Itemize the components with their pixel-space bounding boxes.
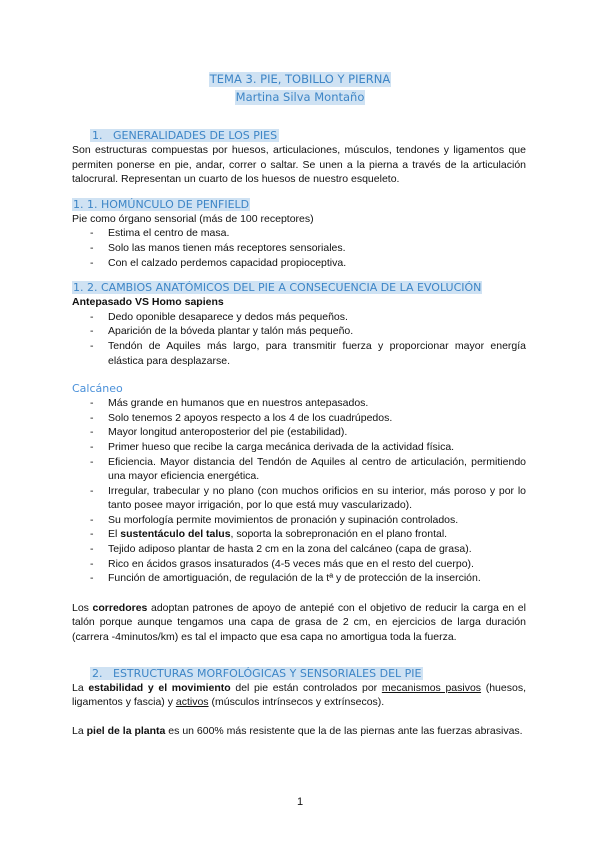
section-1-number: 1. — [92, 129, 103, 142]
document-body — [72, 128, 526, 738]
section-2-number: 2. — [92, 666, 103, 680]
document-title: TEMA 3. PIE, TOBILLO Y PIERNA — [209, 72, 391, 86]
page-number: 1 — [296, 796, 304, 808]
list-item: - Solo tenemos 2 apoyos respecto a los 4 de los cuadrúpedos. — [90, 411, 526, 426]
list-item: - Su morfología permite movimientos de pronación y supinación controlados. — [90, 513, 526, 528]
list-item: - Estima el centro de masa. — [90, 226, 526, 241]
section-2-heading — [72, 666, 526, 681]
calcaneo-list — [72, 396, 526, 586]
list-item: - Primer hueso que recibe la carga mecánica derivada de la actividad física. — [90, 440, 526, 455]
list-item: - Rico en ácidos grasos insaturados (4-5 veces más que en el resto del cuerpo). — [90, 557, 526, 572]
list-item: - Mayor longitud anteroposterior del pie (estabilidad). — [90, 425, 526, 440]
calcaneo-heading: Calcáneo — [72, 382, 123, 396]
section-1-1-list — [72, 226, 526, 270]
list-item: - Función de amortiguación, de regulación de la tª y de protección de la inserción. — [90, 571, 526, 586]
section-1-1-heading: 1. 1. HOMÚNCULO DE PENFIELD — [73, 197, 250, 211]
section-2-title: ESTRUCTURAS MORFOLÓGICAS Y SENSORIALES DEL PIE — [113, 666, 422, 680]
section-1-2-subtitle: Antepasado VS Homo sapiens — [72, 296, 224, 309]
title-block — [0, 70, 600, 106]
runners-paragraph: Los corredores adoptan patrones de apoyo de antepié con el objetivo de reducir la carga en el talón porque aunque tengamos una capa de grasa de 2 cm, en ejercicios de larga duración (carrera -4minutos/km) es tal el impacto que esa capa no amortigua toda la fuerza. — [72, 601, 526, 644]
list-item: - El sustentáculo del talus, soporta la sobrepronación en el plano frontal. — [90, 527, 526, 542]
list-item: - Irregular, trabecular y no plano (con muchos orificios en su interior, más poroso y por lo tanto posee mayor irrigación, por lo que está muy vascularizado). — [90, 484, 526, 513]
list-item: - Tejido adiposo plantar de hasta 2 cm en la zona del calcáneo (capa de grasa). — [90, 542, 526, 557]
section-1-title: GENERALIDADES DE LOS PIES — [113, 129, 278, 142]
list-item: - Con el calzado perdemos capacidad propioceptiva. — [90, 256, 526, 271]
list-item: - Más grande en humanos que en nuestros antepasados. — [90, 396, 526, 411]
list-item: - Eficiencia. Mayor distancia del Tendón de Aquiles al centro de articulación, permitiendo una mayor eficiencia energética. — [90, 455, 526, 484]
section-1-2-list — [72, 310, 526, 368]
section-2-paragraph-2: La piel de la planta es un 600% más resistente que la de las piernas ante las fuerzas abrasivas. — [72, 724, 523, 737]
section-1-paragraph: Son estructuras compuestas por huesos, articulaciones, músculos, tendones y ligamentos que permiten ponerse en pie, andar, correr o saltar. Se unen a la pierna a través de la articulación talocrural. Representan un cuarto de los huesos de nuestro esqueleto. — [72, 144, 526, 186]
list-item: - Aparición de la bóveda plantar y talón más pequeño. — [90, 324, 526, 339]
list-item: - Solo las manos tienen más receptores sensoriales. — [90, 241, 526, 256]
section-1-1-intro: Pie como órgano sensorial (más de 100 receptores) — [72, 212, 314, 225]
document-author: Martina Silva Montaño — [235, 90, 365, 104]
section-2-paragraph-1: La estabilidad y el movimiento del pie están controlados por mecanismos pasivos (huesos, ligamentos y fascia) y activos (músculos intrínsecos y extrínsecos). — [72, 681, 526, 709]
section-1-2-heading: 1. 2. CAMBIOS ANATÓMICOS DEL PIE A CONSECUENCIA DE LA EVOLUCIÓN — [73, 281, 482, 295]
list-item: - Tendón de Aquiles más largo, para transmitir fuerza y proporcionar mayor energía elástica para desplazarse. — [90, 339, 526, 368]
section-1-heading — [72, 128, 526, 143]
list-item: - Dedo oponible desaparece y dedos más pequeños. — [90, 310, 526, 325]
